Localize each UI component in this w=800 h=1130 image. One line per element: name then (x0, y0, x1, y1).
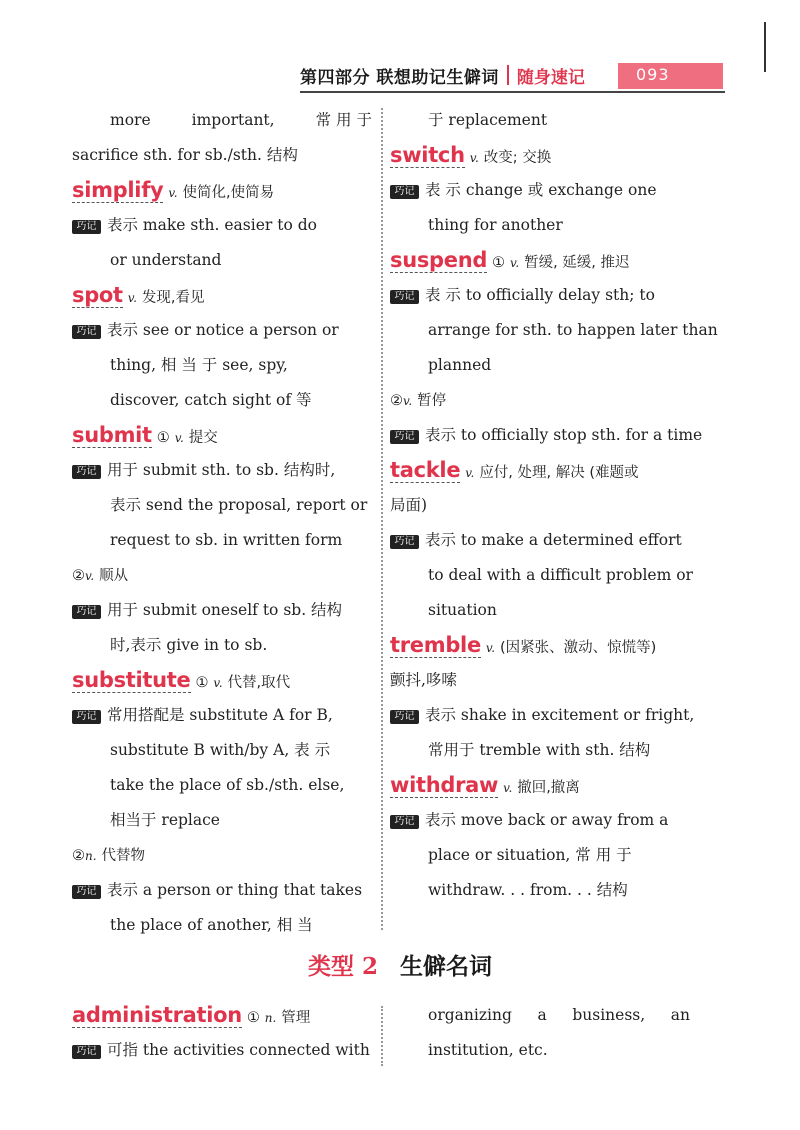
column-divider (381, 108, 383, 930)
chinese-meaning: 暂停 (417, 393, 447, 409)
mnemonic-line (390, 523, 690, 558)
headword: spot (72, 283, 123, 307)
definition-line: 于 replacement (428, 111, 548, 129)
header-separator (507, 65, 509, 85)
definition-line: institution, etc. (428, 1041, 548, 1059)
headword-line (72, 278, 372, 313)
definition-line: 常用于 tremble with sth. 结构 (428, 741, 651, 759)
part-of-speech: v. (403, 394, 413, 408)
mnemonic-text: 可指 the activities connected with (107, 1041, 370, 1059)
bottom-right-column (390, 998, 690, 1068)
definition-line: situation (428, 601, 497, 619)
mnemonic-text: 表示 shake in excitement or fright, (425, 706, 695, 724)
headword-line (72, 998, 372, 1033)
definition-word: organizing (428, 1006, 512, 1024)
page-number-tab (618, 63, 723, 89)
part-of-speech: v. (469, 151, 479, 165)
chinese-meaning: 发现,看见 (141, 290, 205, 306)
chinese-meaning: 应付, 处理, 解决 (难题或 (479, 465, 639, 481)
sense-number: ① (195, 675, 209, 691)
definition-line: thing, 相 当 于 see, spy, (110, 356, 288, 374)
mnemonic-tag-icon: 巧记 (72, 325, 101, 339)
definition-line: place or situation, 常 用 于 (428, 846, 632, 864)
definition-line: planned (428, 356, 492, 374)
sense-number: ① (492, 255, 506, 271)
headword: withdraw (390, 773, 499, 797)
definition-line: withdraw. . . from. . . 结构 (428, 881, 628, 899)
headword: suspend (390, 248, 488, 272)
mnemonic-text: 表示 see or notice a person or (107, 321, 339, 339)
mnemonic-tag-icon: 巧记 (72, 1045, 101, 1059)
chinese-meaning: (因紧张、激动、惊慌等) (499, 640, 657, 656)
mnemonic-text: 用于 submit oneself to sb. 结构 (107, 601, 343, 619)
chinese-meaning: 代替,取代 (227, 675, 291, 691)
chinese-meaning: 顺从 (99, 568, 129, 584)
page-number: 093 (636, 65, 670, 84)
headword: substitute (72, 668, 191, 692)
header-rule (300, 91, 725, 93)
sense-line (72, 838, 372, 873)
mnemonic-tag-icon: 巧记 (72, 465, 101, 479)
chinese-meaning: 暂缓, 延缓, 推迟 (524, 255, 630, 271)
definition-line: discover, catch sight of 等 (110, 391, 312, 409)
sense-number: ① (246, 1010, 260, 1026)
definition-line: arrange for sth. to happen later than (428, 321, 718, 339)
definition-line: 时,表示 give in to sb. (110, 636, 268, 654)
part-of-speech: v. (168, 186, 178, 200)
column-divider-bottom (381, 1006, 383, 1066)
mnemonic-line (72, 873, 372, 908)
section-title: 生僻名词 (400, 953, 493, 980)
mnemonic-tag-icon: 巧记 (72, 605, 101, 619)
mnemonic-line (390, 698, 695, 733)
definition-line: thing for another (428, 216, 563, 234)
chinese-meaning: 提交 (188, 430, 218, 446)
mnemonic-line (72, 208, 372, 243)
mnemonic-text: 常用搭配是 substitute A for B, (107, 706, 333, 724)
part-of-speech: v. (509, 256, 520, 270)
sense-number: ② (72, 568, 85, 584)
headword-line (390, 453, 690, 488)
sense-number: ② (72, 848, 85, 864)
headword: submit (72, 423, 152, 447)
mnemonic-line (72, 1033, 372, 1068)
definition-line: 局面) (390, 496, 428, 514)
mnemonic-tag-icon: 巧记 (390, 710, 419, 724)
definition-line: or understand (110, 251, 222, 269)
part-of-speech: n. (264, 1011, 277, 1025)
mnemonic-line (72, 593, 372, 628)
part-of-speech: v. (213, 676, 223, 690)
definition-line: to deal with a difficult problem or (428, 566, 693, 584)
headword-line (72, 173, 372, 208)
chinese-meaning: 撤回,撤离 (517, 780, 580, 796)
definition-word: an (670, 1006, 690, 1024)
chinese-meaning: 使简化,使简易 (182, 185, 275, 201)
left-column (72, 103, 372, 943)
headword-line (390, 243, 690, 278)
header-brand: 随身速记 (516, 67, 585, 88)
headword: tremble (390, 633, 481, 657)
mnemonic-text: 表示 move back or away from a (425, 811, 669, 829)
page-header (300, 60, 585, 90)
mnemonic-text: 表示 to make a determined effort (425, 531, 682, 549)
headword-line (72, 663, 372, 698)
part-of-speech: v. (485, 641, 496, 655)
definition-word: 常 用 于 (315, 111, 372, 129)
part-of-speech: v. (127, 291, 137, 305)
sense-line (72, 558, 372, 593)
section-heading (0, 948, 800, 981)
headword: tackle (390, 458, 461, 482)
mnemonic-line (390, 278, 690, 313)
definition-word: a (537, 1006, 547, 1024)
mnemonic-text: 表示 to officially stop sth. for a time (425, 426, 703, 444)
mnemonic-text: 表示 make sth. easier to do (107, 216, 317, 234)
definition-word: important, (191, 111, 275, 129)
mnemonic-line (390, 803, 690, 838)
mnemonic-tag-icon: 巧记 (72, 220, 101, 234)
mnemonic-tag-icon: 巧记 (390, 535, 419, 549)
mnemonic-text: 表示 a person or thing that takes (107, 881, 363, 899)
headword: simplify (72, 178, 164, 202)
part-of-speech: v. (174, 431, 184, 445)
header-section-title: 第四部分 联想助记生僻词 (300, 67, 499, 88)
section-label: 类型 2 (307, 953, 378, 980)
mnemonic-text: 用于 submit sth. to sb. 结构时, (107, 461, 336, 479)
definition-line: take the place of sb./sth. else, (110, 776, 345, 794)
definition-line (72, 103, 372, 138)
sense-line (390, 383, 690, 418)
definition-word: more (110, 111, 151, 129)
mnemonic-line (72, 453, 372, 488)
definition-word: business, (572, 1006, 646, 1024)
headword: administration (72, 1003, 242, 1027)
chinese-meaning: 改变; 交换 (483, 150, 552, 166)
part-of-speech: v. (503, 781, 513, 795)
mnemonic-line (390, 173, 690, 208)
part-of-speech: v. (465, 466, 475, 480)
headword-line (72, 418, 372, 453)
headword-line (390, 628, 690, 663)
headword: switch (390, 143, 465, 167)
right-column (390, 103, 718, 908)
definition-line: sacrifice sth. for sb./sth. 结构 (72, 146, 298, 164)
chinese-meaning: 管理 (281, 1010, 311, 1026)
definition-line: 相当于 replace (110, 811, 220, 829)
part-of-speech: v. (85, 569, 95, 583)
definition-line: substitute B with/by A, 表 示 (110, 741, 331, 759)
definition-line: the place of another, 相 当 (110, 916, 313, 934)
sense-number: ① (156, 430, 170, 446)
headword-line (390, 138, 690, 173)
mnemonic-text: 表 示 change 或 exchange one (425, 181, 657, 199)
mnemonic-tag-icon: 巧记 (72, 885, 101, 899)
definition-line: 表示 send the proposal, report or (110, 496, 368, 514)
mnemonic-line (72, 698, 372, 733)
mnemonic-line (72, 313, 372, 348)
sense-number: ② (390, 393, 403, 409)
bottom-left-column (72, 998, 372, 1068)
mnemonic-tag-icon: 巧记 (390, 290, 419, 304)
headword-line (390, 768, 690, 803)
mnemonic-tag-icon: 巧记 (390, 185, 419, 199)
part-of-speech: n. (85, 849, 97, 863)
mnemonic-tag-icon: 巧记 (390, 815, 419, 829)
definition-line: 颤抖,哆嗦 (390, 671, 457, 689)
mnemonic-line (390, 418, 703, 453)
chinese-meaning: 代替物 (101, 848, 145, 864)
page-edge-mark (764, 22, 766, 72)
definition-line (390, 998, 690, 1033)
mnemonic-tag-icon: 巧记 (72, 710, 101, 724)
mnemonic-tag-icon: 巧记 (390, 430, 419, 444)
definition-line: request to sb. in written form (110, 531, 343, 549)
mnemonic-text: 表 示 to officially delay sth; to (425, 286, 655, 304)
